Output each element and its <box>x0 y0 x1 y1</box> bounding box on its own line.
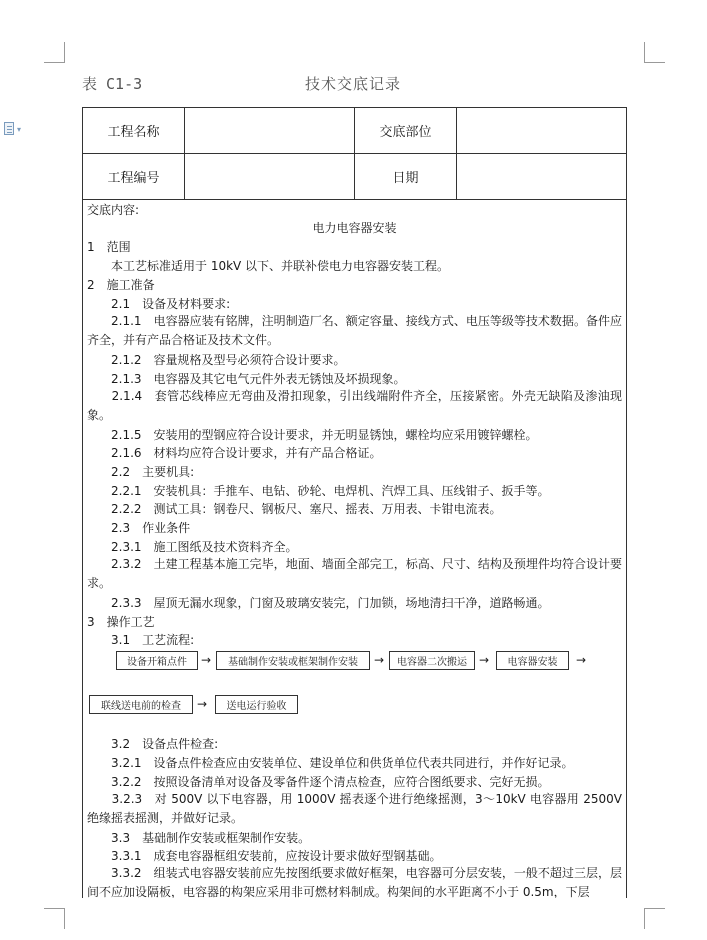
content-line: 2.1.1 电容器应装有铭牌，注明制造厂名、额定容量、接线方式、电压等级等技术数据。备件应齐全，并有产品合格证及技术文件。 <box>87 314 622 347</box>
flow-step-unpack: 设备开箱点件 <box>116 651 198 670</box>
content-line: 3.1 工艺流程: <box>87 633 195 647</box>
header-row-2 <box>83 154 626 200</box>
project-name-field[interactable] <box>185 108 355 153</box>
content-line: 2 施工准备 <box>87 278 155 292</box>
content-line: 本工艺标准适用于 10kV 以下、并联补偿电力电容器安装工程。 <box>87 259 450 273</box>
content-line: 2.1.2 容量规格及型号必须符合设计要求。 <box>87 353 346 367</box>
content-line: 3.3.2 组装式电容器安装前应先按图纸要求做好框架，电容器可分层安装，一般不超过三层，层间不应加设隔板，电容器的构架应采用非可燃材料制成。构架间的水平距离不小于 0.5m，下层 <box>87 866 622 898</box>
content-line: 2.2 主要机具: <box>87 465 195 479</box>
flow-arrow: → <box>197 697 208 711</box>
content-line: 2.1.3 电容器及其它电气元件外表无锈蚀及坏损现象。 <box>87 372 406 386</box>
document-options-icon[interactable]: ▾ <box>4 122 24 136</box>
content-line: 3.2.3 对 500V 以下电容器，用 1000V 摇表逐个进行绝缘摇测，3～10kV 电容器用 2500V 绝缘摇表摇测，并做好记录。 <box>87 792 622 825</box>
content-line: 2.1.6 材料均应符合设计要求，并有产品合格证。 <box>87 446 382 460</box>
project-name-label: 工程名称 <box>83 108 185 153</box>
flow-arrow: → <box>479 653 490 667</box>
flow-step-transport: 电容器二次搬运 <box>389 651 475 670</box>
content-line: 2.1.5 安装用的型钢应符合设计要求，并无明显锈蚀，螺栓均应采用镀锌螺栓。 <box>87 428 538 442</box>
content-line: 2.1.4 套管芯线棒应无弯曲及滑扣现象，引出线端附件齐全，压接紧密。外壳无缺陷及渗油现象。 <box>87 389 622 422</box>
flow-arrow: → <box>201 653 212 667</box>
content-line: 2.2.1 安装机具：手推车、电钻、砂轮、电焊机、汽焊工具、压线钳子、扳手等。 <box>87 484 550 498</box>
date-label: 日期 <box>355 154 457 199</box>
crop-mark-bottom-left <box>44 908 65 929</box>
form-number: 表 C1-3 <box>82 75 143 93</box>
content-line: 2.3.1 施工图纸及技术资料齐全。 <box>87 540 298 554</box>
crop-mark-top-left <box>44 42 65 63</box>
disclosure-record-table <box>82 107 627 898</box>
content-heading: 交底内容: <box>87 203 140 217</box>
content-subject: 电力电容器安装 <box>312 221 397 235</box>
content-line: 3 操作工艺 <box>87 615 155 629</box>
content-line: 2.3.2 土建工程基本施工完毕，地面、墙面全部完工，标高、尺寸、结构及预埋件均符合设计要求。 <box>87 557 622 590</box>
flow-step-install: 电容器安装 <box>496 651 569 670</box>
content-line: 2.3.3 屋顶无漏水现象，门窗及玻璃安装完，门加锁，场地清扫干净，道路畅通。 <box>87 596 550 610</box>
content-line: 3.3 基础制作安装或框架制作安装。 <box>87 831 311 845</box>
content-line: 3.2 设备点件检查: <box>87 737 219 751</box>
location-label: 交底部位 <box>355 108 457 153</box>
project-number-field[interactable] <box>185 154 355 199</box>
document-title: 技术交底记录 <box>305 75 402 93</box>
content-line: 2.2.2 测试工具：钢卷尺、钢板尺、塞尺、摇表、万用表、卡钳电流表。 <box>87 502 502 516</box>
flow-step-acceptance: 送电运行验收 <box>215 695 298 714</box>
content-line: 2.1 设备及材料要求: <box>87 297 231 311</box>
flow-step-foundation: 基础制作安装或框架制作安装 <box>216 651 370 670</box>
crop-mark-bottom-right <box>644 908 665 929</box>
content-line: 3.2.2 按照设备清单对设备及零备件逐个清点检查，应符合图纸要求、完好无损。 <box>87 775 550 789</box>
content-line: 3.3.1 成套电容器框组安装前，应按设计要求做好型钢基础。 <box>87 849 442 863</box>
flow-step-precheck: 联线送电前的检查 <box>89 695 193 714</box>
header-row-1 <box>83 108 626 154</box>
crop-mark-top-right <box>644 42 665 63</box>
content-line: 3.2.1 设备点件检查应由安装单位、建设单位和供货单位代表共同进行，并作好记录。 <box>87 756 574 770</box>
content-line: 2.3 作业条件 <box>87 521 191 535</box>
location-field[interactable] <box>457 108 626 153</box>
project-number-label: 工程编号 <box>83 154 185 199</box>
date-field[interactable] <box>457 154 626 199</box>
flow-arrow: → <box>374 653 385 667</box>
content-line: 1 范围 <box>87 240 131 254</box>
flow-arrow: → <box>576 653 587 667</box>
